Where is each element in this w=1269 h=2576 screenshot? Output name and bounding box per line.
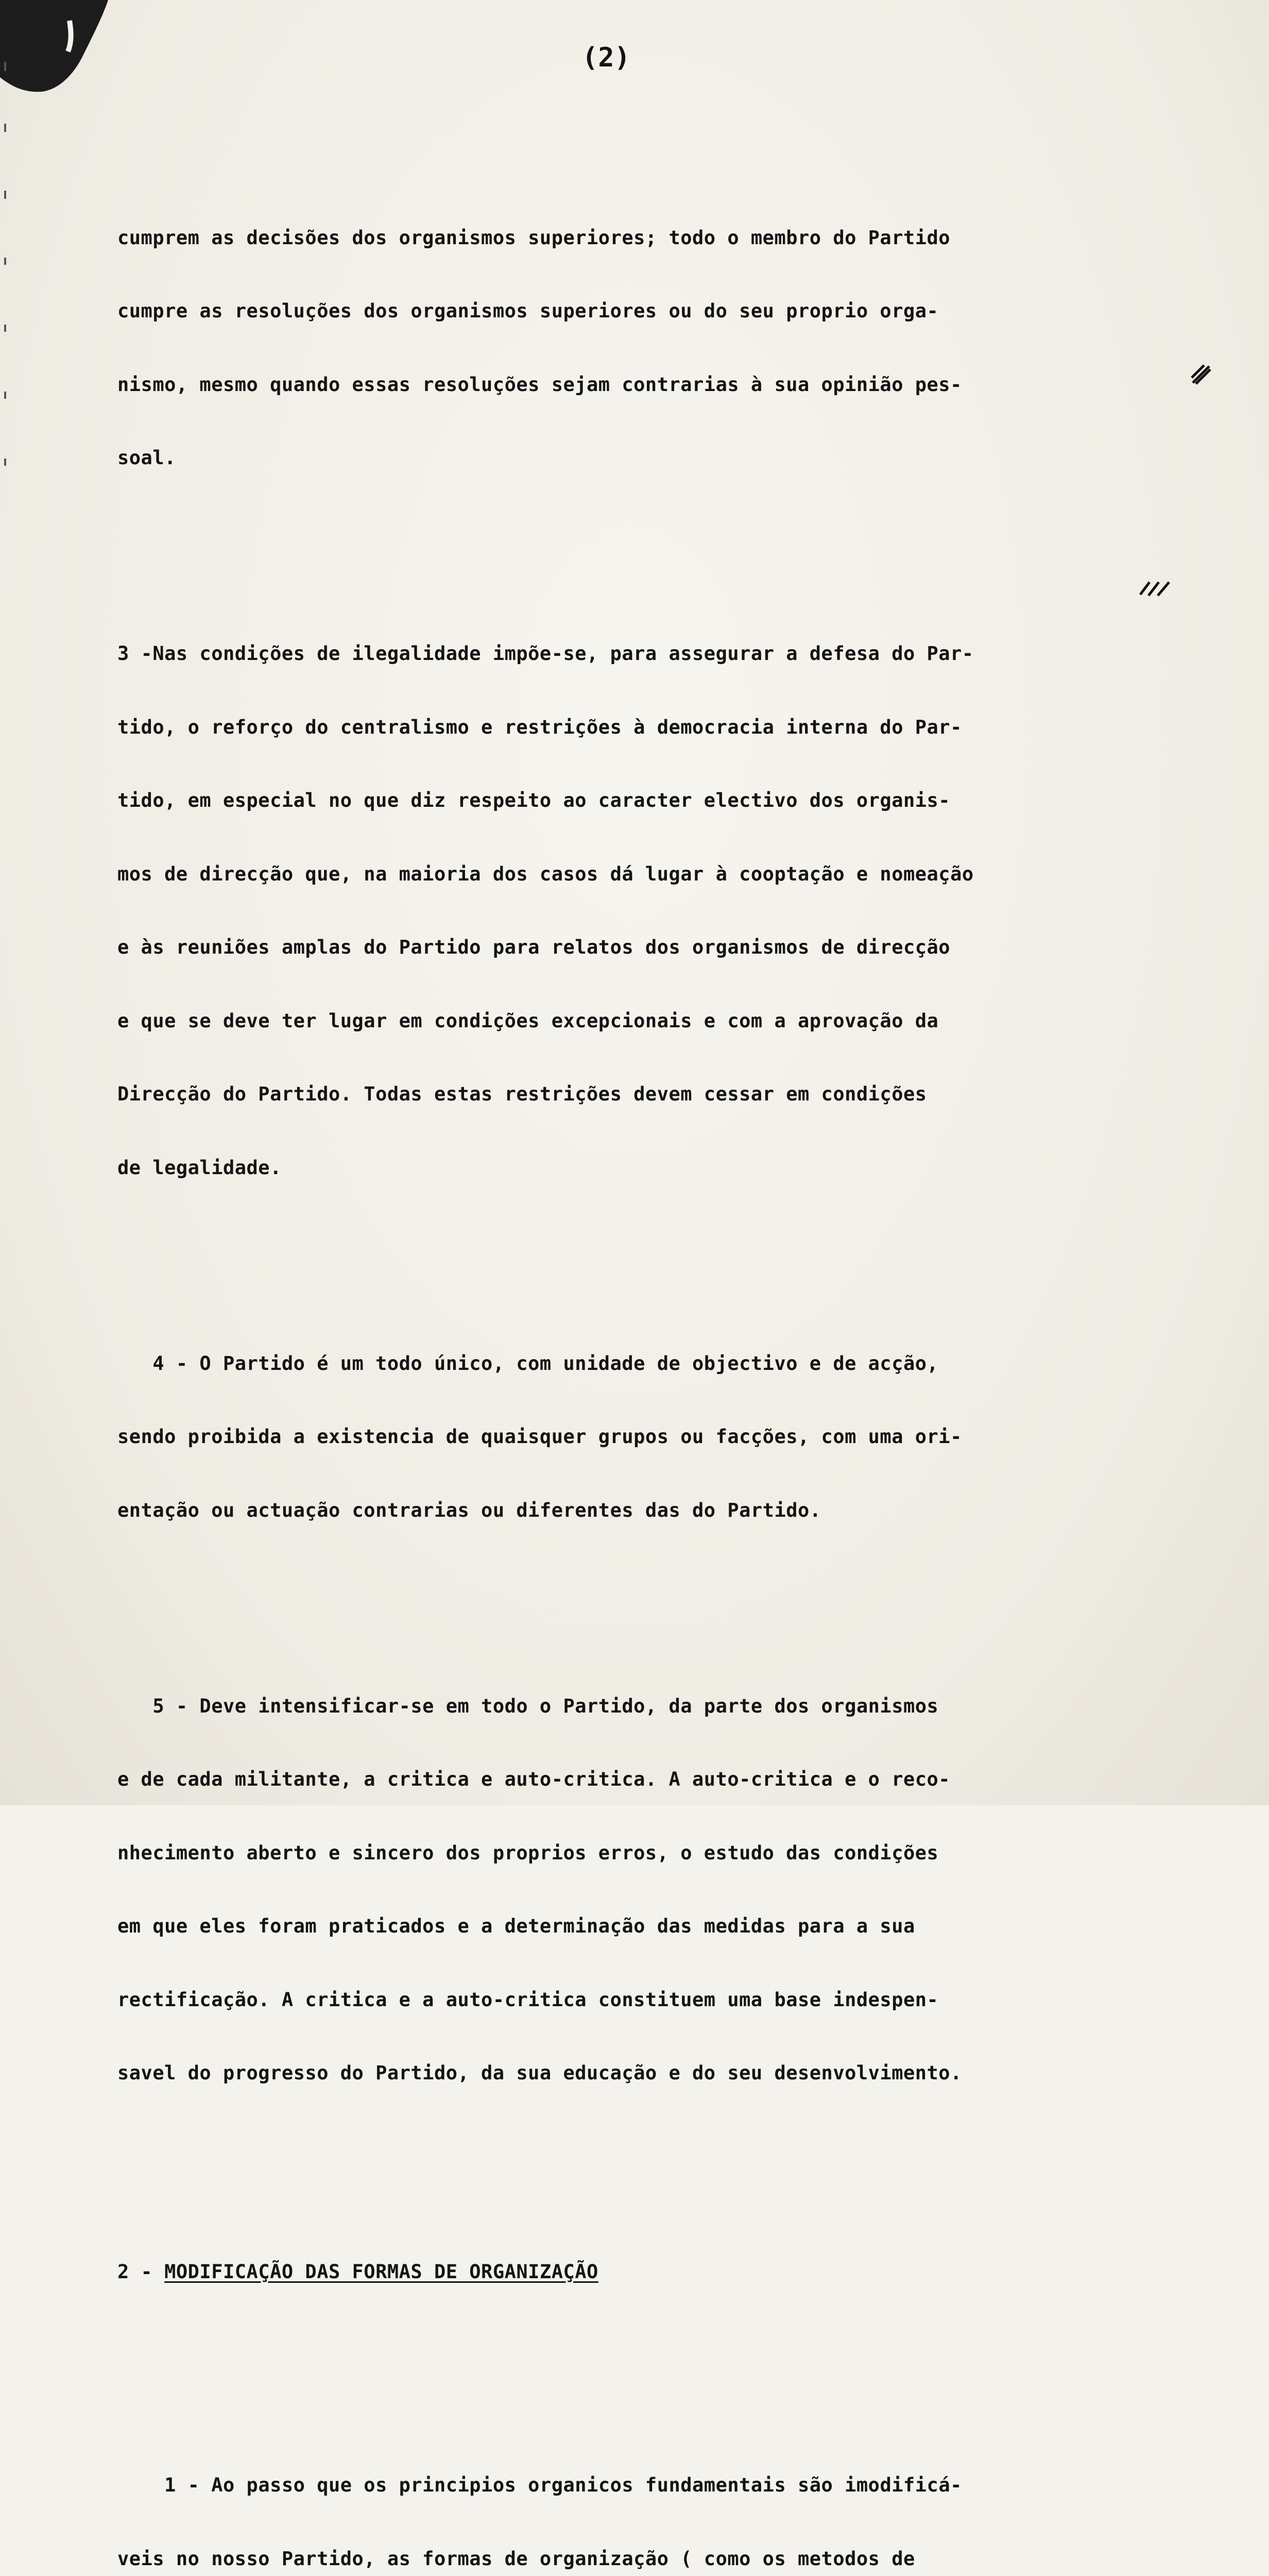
text-line: veis no nosso Partido, as formas de organização ( como os metodos de (117, 2547, 915, 2570)
text-line: entação ou actuação contrarias ou diferentes das do Partido. (117, 1499, 821, 1521)
section-number: 2 - (117, 2261, 165, 2283)
text-line: savel do progresso do Partido, da sua educação e do seu desenvolvimento. (117, 2062, 962, 2084)
text-line: sendo proibida a existencia de quaisquer grupos ou facções, com uma ori- (117, 1426, 962, 1448)
point-5-paragraph (117, 1645, 1230, 2134)
text-line: rectificação. A critica e a auto-critica constituem uma base indespen- (117, 1988, 939, 2011)
text-line: 4 - O Partido é um todo único, com unidade de objectivo e de acção, (117, 1352, 939, 1375)
section-2-point-1 (117, 2424, 1230, 2576)
text-line: 3 -Nas condições de ilegalidade impõe-se, para assegurar a defesa do Par- (117, 642, 974, 665)
text-line: soal. (117, 447, 176, 469)
text-line: tido, em especial no que diz respeito ao caracter electivo dos organis- (117, 789, 951, 811)
text-line: nhecimento aberto e sincero dos proprios erros, o estudo das condições (117, 1841, 939, 1864)
text-line: Direcção do Partido. Todas estas restrições devem cessar em condições (117, 1083, 927, 1105)
text-line: e às reuniões amplas do Partido para relatos dos organismos de direcção (117, 936, 951, 958)
text-line: 5 - Deve intensificar-se em todo o Partido, da parte dos organismos (117, 1694, 939, 1717)
document-body (117, 103, 1230, 2576)
text-line: e de cada militante, a critica e auto-critica. A auto-critica e o reco- (117, 1768, 951, 1790)
page-number: (2) (582, 42, 630, 73)
text-line: nismo, mesmo quando essas resoluções sejam contrarias à sua opinião pes- (117, 373, 962, 396)
text-line: de legalidade. (117, 1156, 282, 1179)
text-line: em que eles foram praticados e a determinação das medidas para a sua (117, 1915, 915, 1937)
section-2-heading (117, 2260, 1230, 2284)
section-title: MODIFICAÇÃO DAS FORMAS DE ORGANIZAÇÃO (164, 2261, 598, 2283)
text-line: mos de direcção que, na maioria dos casos dá lugar à cooptação e nomeação (117, 862, 974, 885)
intro-paragraph (117, 177, 1230, 519)
left-edge-marks (3, 62, 8, 484)
point-4-paragraph (117, 1302, 1230, 1572)
text-line: cumpre as resoluções dos organismos superiores ou do seu proprio orga- (117, 300, 939, 322)
text-line: e que se deve ter lugar em condições excepcionais e com a aprovação da (117, 1009, 939, 1032)
point-3-paragraph (117, 592, 1230, 1229)
punch-hole-mark (0, 0, 108, 93)
text-line: 1 - Ao passo que os principios organicos fundamentais são imodificá- (117, 2474, 962, 2496)
text-line: tido, o reforço do centralismo e restrições à democracia interna do Par- (117, 716, 962, 738)
text-line: cumprem as decisões dos organismos superiores; todo o membro do Partido (117, 226, 951, 249)
